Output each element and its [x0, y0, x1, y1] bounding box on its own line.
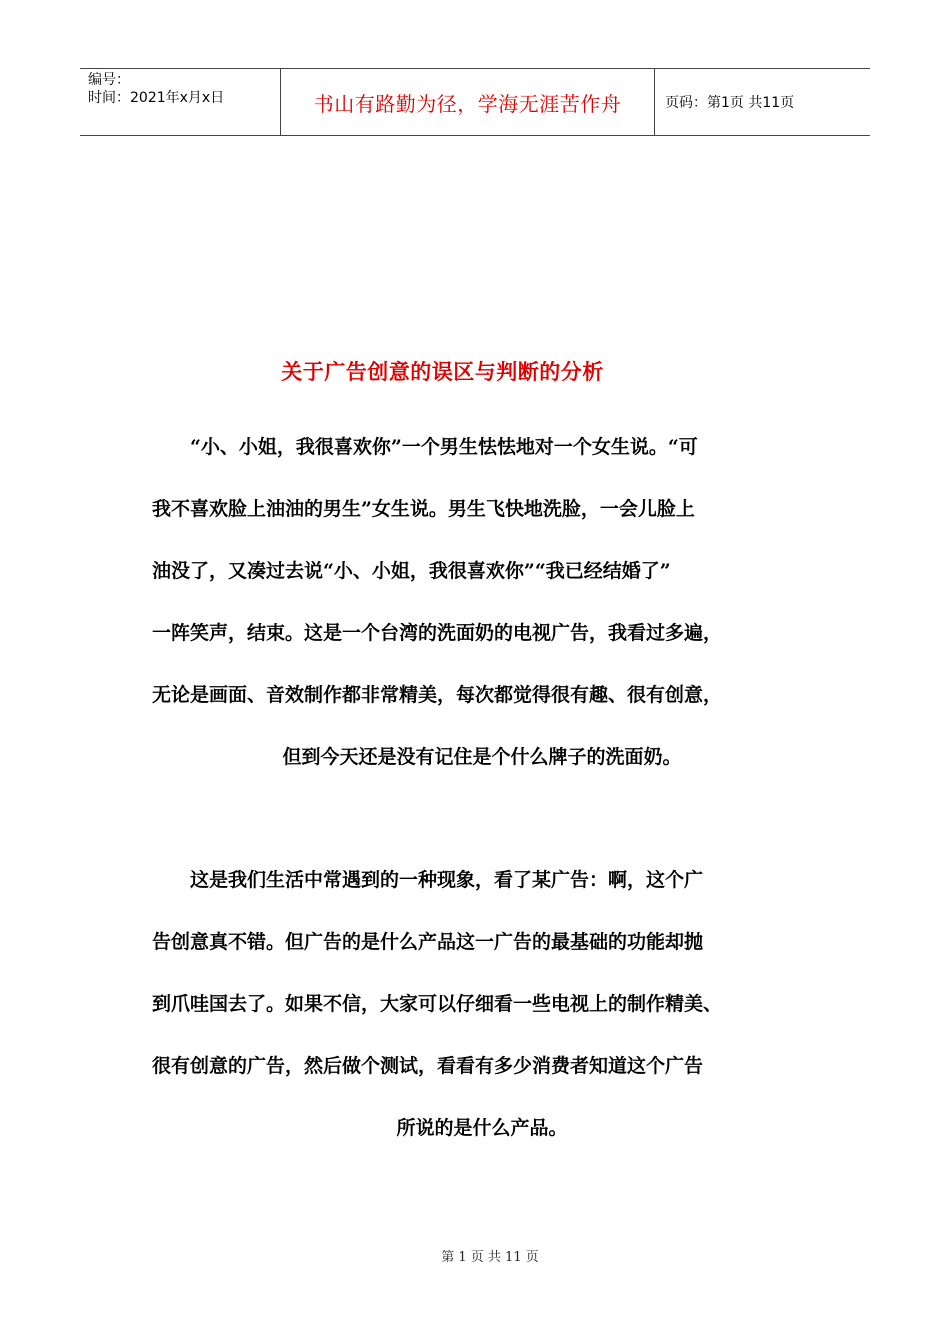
paragraph-line: “小、小姐，我很喜欢你”一个男生怯怯地对一个女生说。“可 — [190, 436, 698, 458]
paragraph-line: 一阵笑声，结束。这是一个台湾的洗面奶的电视广告，我看过多遍， — [152, 622, 723, 644]
paragraph-line: 无论是画面、音效制作都非常精美，每次都觉得很有趣、很有创意， — [152, 684, 723, 706]
paragraph-line: 很有创意的广告，然后做个测试，看看有多少消费者知道这个广告 — [152, 1055, 704, 1077]
document-time-label: 时间：2021年x月x日 — [88, 90, 225, 106]
paragraph-2 — [152, 849, 812, 1159]
document-header — [80, 68, 870, 136]
paragraph-line: 告创意真不错。但广告的是什么产品这一广告的最基础的功能却抛 — [152, 931, 704, 953]
page-footer: 第 1 页 共 11 页 — [441, 1250, 539, 1265]
paragraph-1 — [152, 416, 812, 788]
document-title: 关于广告创意的误区与判断的分析 — [281, 359, 604, 384]
document-number-label: 编号： — [88, 72, 130, 88]
header-page-info: 页码：第1页 共11页 — [665, 95, 795, 111]
paragraph-line: 油没了，又凑过去说“小、小姐，我很喜欢你”“我已经结婚了” — [152, 560, 671, 582]
header-meta-cell — [80, 69, 281, 135]
paragraph-line: 到爪哇国去了。如果不信，大家可以仔细看一些电视上的制作精美、 — [152, 993, 723, 1015]
header-motto: 书山有路勤为径，学海无涯苦作舟 — [281, 69, 655, 135]
paragraph-line: 我不喜欢脸上油油的男生”女生说。男生飞快地洗脸，一会儿脸上 — [152, 498, 695, 520]
paragraph-line: 但到今天还是没有记住是个什么牌子的洗面奶。 — [282, 746, 682, 768]
paragraph-line: 所说的是什么产品。 — [396, 1117, 568, 1139]
paragraph-line: 这是我们生活中常遇到的一种现象，看了某广告：啊，这个广 — [190, 869, 704, 891]
